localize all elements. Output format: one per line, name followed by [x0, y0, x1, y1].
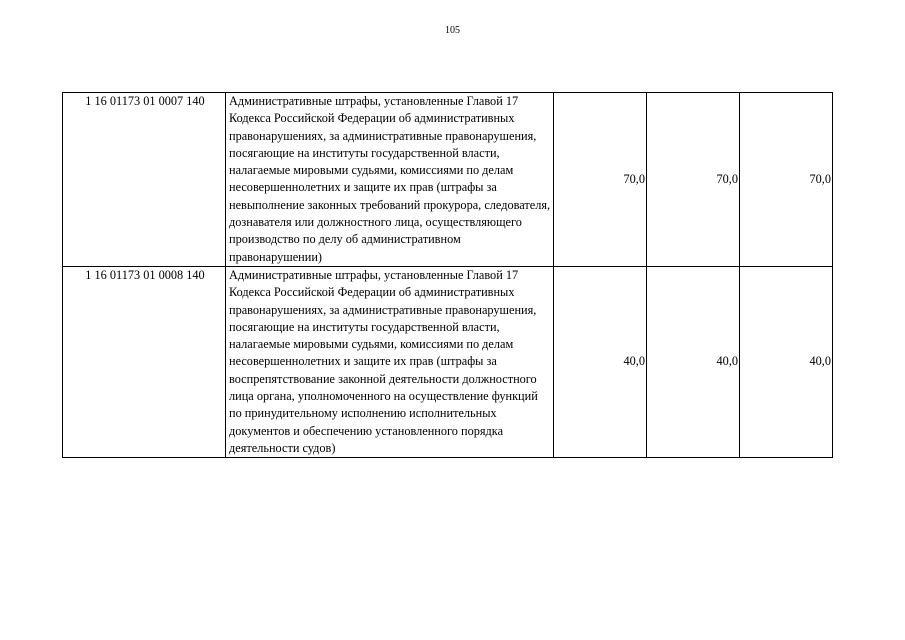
revenue-table: [62, 92, 833, 458]
revenue-name-cell: Административные штрафы, установленные Главой 17 Кодекса Российской Федерации об административных правонарушениях, за административные правонарушения, посягающие на институты государственной власти, налагаемые мировыми судьями, комиссиями по делам несовершеннолетних и защите их прав (штрафы за невыполнение законных требований прокурора, следователя, дознавателя или должностного лица, осуществляющего производство по делу об административном правонарушении): [226, 93, 554, 267]
table-row: [63, 266, 833, 457]
page-number: 105: [445, 25, 460, 36]
budget-code-cell: 1 16 01173 01 0008 140: [63, 266, 226, 457]
value-cell-year-2: 70,0: [647, 93, 740, 267]
value-cell-year-2: 40,0: [647, 266, 740, 457]
value-cell-year-3: 40,0: [740, 266, 833, 457]
value-cell-year-1: 70,0: [554, 93, 647, 267]
budget-code-cell: 1 16 01173 01 0007 140: [63, 93, 226, 267]
value-cell-year-3: 70,0: [740, 93, 833, 267]
value-cell-year-1: 40,0: [554, 266, 647, 457]
revenue-name-cell: Административные штрафы, установленные Главой 17 Кодекса Российской Федерации об административных правонарушениях, за административные правонарушения, посягающие на институты государственной власти, налагаемые мировыми судьями, комиссиями по делам несовершеннолетних и защите их прав (штрафы за воспрепятствование законной деятельности должностного лица органа, уполномоченного на осуществление функций по принудительному исполнению исполнительных документов и обеспечению установленного порядка деятельности судов): [226, 266, 554, 457]
table-row: [63, 93, 833, 267]
